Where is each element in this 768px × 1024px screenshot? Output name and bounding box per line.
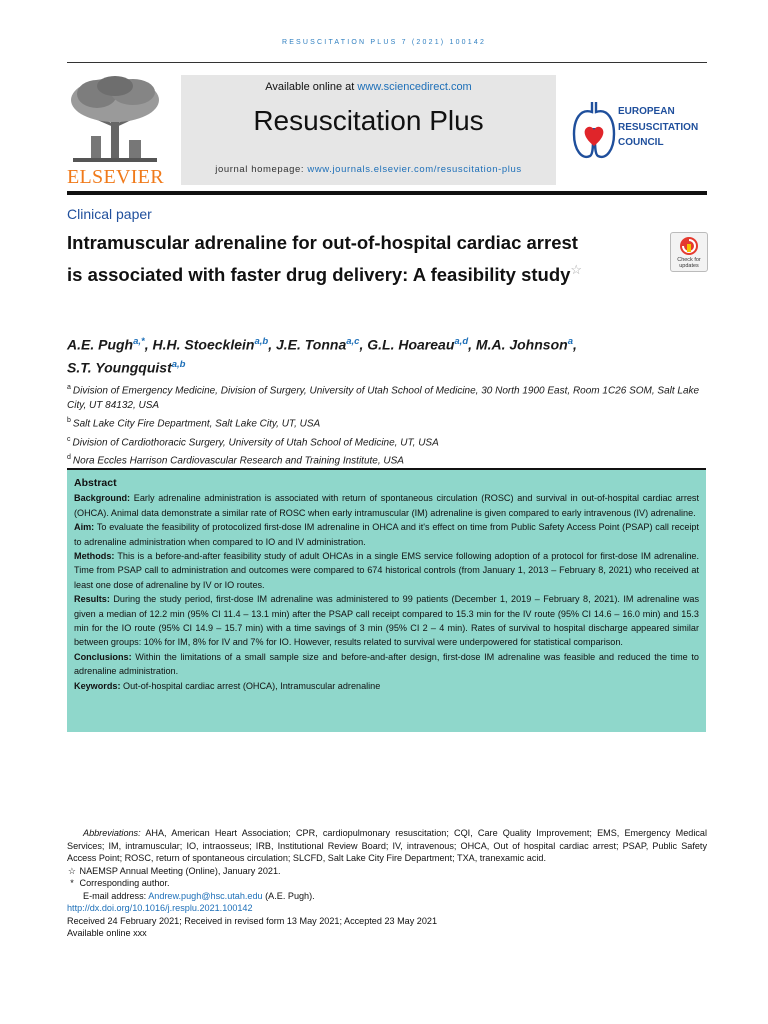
author-list [67, 332, 707, 377]
author-name[interactable]: M.A. Johnson [475, 336, 568, 353]
author-separator: , [572, 336, 577, 353]
abstract-heading: Abstract [74, 477, 117, 489]
top-divider [67, 62, 707, 63]
check-for-updates-button[interactable] [670, 232, 708, 272]
journal-header-box [181, 75, 556, 185]
affiliations [67, 380, 712, 468]
author-affiliation-mark[interactable]: a,* [133, 336, 145, 347]
abstract-box [67, 468, 706, 732]
doi-line [67, 902, 707, 915]
abstract-section-label: Background: [74, 493, 131, 504]
affiliation-mark: d [67, 453, 71, 461]
article-type: Clinical paper [67, 206, 152, 222]
footnotes [67, 827, 707, 940]
abstract-section-label: Keywords: [74, 680, 121, 691]
elsevier-tree-icon [67, 74, 163, 166]
author-separator: , [359, 336, 368, 353]
author-affiliation-mark[interactable]: a,b [254, 336, 269, 347]
abstract-methods [74, 549, 699, 592]
affiliation-item [67, 450, 712, 468]
elsevier-logo[interactable] [67, 74, 163, 186]
affiliation-mark: c [67, 435, 71, 443]
affiliation-mark: b [67, 417, 71, 425]
author-separator: , [144, 336, 153, 353]
homepage-label: journal homepage: [215, 164, 308, 175]
abstract-section-text: To evaluate the feasibility of protocolized first-dose IM adrenaline in OHCA and it's effect on time from Public Safety Access Point (PSAP) call receipt to adrenaline administration when compared to IO and IV administration. [74, 522, 699, 547]
corresponding-note-mark: * [70, 878, 74, 888]
elsevier-wordmark: ELSEVIER [67, 166, 164, 188]
meeting-note [67, 865, 707, 878]
email-line [67, 890, 707, 903]
affiliation-text: Salt Lake City Fire Department, Salt Lake City, UT, USA [72, 418, 321, 430]
abstract-section-text: Early adrenaline administration is associated with return of spontaneous circulation (ROSC) and survival in out-of-hospital cardiac arrest (OHCA). Animal data demonstrate a similar rate of ROSC when early intramuscular (IM) adrenaline is given compared to early intravenous (IV) adrenaline. [74, 493, 699, 518]
author-name[interactable]: G.L. Hoareau [367, 336, 455, 353]
sciencedirect-link[interactable]: www.sciencedirect.com [357, 81, 472, 93]
author-separator: , [468, 336, 476, 353]
erc-line-1: EUROPEAN [618, 106, 675, 117]
abstract-conclusions [74, 650, 699, 679]
erc-logo[interactable] [572, 96, 712, 166]
lungs-heart-icon [572, 98, 616, 164]
header-divider [67, 191, 707, 195]
affiliation-text: Division of Emergency Medicine, Division of Surgery, University of Utah School of Medicine, 30 North 1900 East, Room 1C26 SOM, Salt Lake City, UT 84132, USA [67, 385, 700, 412]
corresponding-note [67, 877, 707, 890]
received-dates: Received 24 February 2021; Received in revised form 13 May 2021; Accepted 23 May 2021 [67, 915, 438, 926]
abstract-section-text: This is a before-and-after feasibility study of adult OHCAs in a single EMS service following adoption of a protocol for first-dose IM adrenaline. Time from PSAP call to administration and outcomes were compared to 674 historical controls (from January 1, 2013 – February 8, 2021) who received at least one dose of adrenaline by IV or IO routes. [74, 551, 699, 590]
erc-line-3: COUNCIL [618, 137, 664, 148]
abstract-section-text: Out-of-hospital cardiac arrest (OHCA), Intramuscular adrenaline [123, 680, 381, 691]
author-affiliation-mark[interactable]: a,c [346, 336, 360, 347]
abstract-background [74, 491, 699, 520]
email-label: E-mail address: [83, 890, 149, 901]
check-for-updates-label: Check for updates [677, 257, 701, 269]
available-online-label: Available online at [265, 81, 358, 93]
abbreviations-text: AHA, American Heart Association; CPR, cardiopulmonary resuscitation; CQI, Care Quality Improvement; EMS, Emergency Medical Services; IM, intramuscular; IO, intraosseus; IRB, Institutional Review Board; IV, intravenous; OHCA, Out of hospital cardiac arrest; PSAP, Public Safety Access Point; ROSC, return of spontaneous circulation; SLCFD, Salt Lake City Fire Department; TXA, tranexamic acid. [67, 828, 707, 863]
author-affiliation-mark[interactable]: a,b [171, 358, 186, 370]
homepage-link[interactable]: www.journals.elsevier.com/resuscitation-plus [307, 164, 522, 175]
author-name[interactable]: A.E. Pugh [67, 336, 134, 353]
title-footnote-mark[interactable]: ☆ [570, 261, 583, 277]
abstract-aim [74, 520, 699, 549]
available-online-date: Available online xxx [67, 928, 147, 938]
check-for-updates-icon [679, 236, 699, 256]
author-affiliation-mark[interactable]: a [567, 336, 573, 347]
abstract-section-label: Conclusions: [74, 651, 132, 662]
author-affiliation-mark[interactable]: a,d [454, 336, 469, 347]
abstract-section-label: Results: [74, 594, 110, 605]
author-name[interactable]: H.H. Stoecklein [152, 336, 255, 353]
author-separator: , [268, 336, 276, 353]
abbreviations-label: Abbreviations: [83, 828, 141, 838]
author-name[interactable]: J.E. Tonna [275, 336, 347, 353]
affiliation-text: Nora Eccles Harrison Cardiovascular Research and Training Institute, USA [72, 455, 404, 467]
meeting-note-mark: ☆ [67, 865, 77, 876]
email-link[interactable]: Andrew.pugh@hsc.utah.edu [148, 890, 263, 901]
affiliation-mark: a [67, 384, 71, 391]
erc-name [618, 104, 698, 151]
corresponding-note-text: Corresponding author. [79, 878, 170, 888]
affiliation-text: Division of Cardiothoracic Surgery, University of Utah School of Medicine, UT, USA [72, 436, 439, 448]
erc-line-2: RESUSCITATION [618, 121, 699, 133]
affiliation-item [67, 380, 712, 413]
affiliation-item [67, 432, 712, 450]
abstract-section-text: Within the limitations of a small sample size and before-and-after design, first-dose IM adrenaline was feasible and reduced the time to adrenaline administration. [74, 651, 699, 677]
journal-title: Resuscitation Plus [253, 105, 484, 136]
abbreviations-note [67, 827, 707, 865]
article-title [67, 230, 587, 288]
abstract-section-label: Methods: [74, 551, 115, 562]
article-title-text: Intramuscular adrenaline for out-of-hospital cardiac arrest is associated with faster drug delivery: A feasibility study [67, 232, 578, 285]
author-name[interactable]: S.T. Youngquist [67, 359, 172, 376]
doi-link[interactable]: http://dx.doi.org/10.1016/j.resplu.2021.100142 [67, 903, 253, 913]
email-suffix: (A.E. Pugh). [262, 890, 315, 901]
available-online-line [181, 81, 556, 93]
abstract-results [74, 592, 699, 650]
running-head: RESUSCITATION PLUS 7 (2021) 100142 [281, 39, 487, 46]
abstract-section-label: Aim: [74, 522, 95, 533]
meeting-note-text: NAEMSP Annual Meeting (Online), January 2021. [79, 865, 281, 876]
abstract-keywords [74, 679, 699, 693]
affiliation-item [67, 413, 712, 431]
abstract-section-text: During the study period, first-dose IM adrenaline was administered to 99 patients (December 1, 2019 – February 8, 2021). IM adrenaline was given a median of 12.2 min (95% CI 11.4 – 13.1 min) after the PSAP call receipt compared to 15.3 min for the IV route (95% CI 14.6 – 16.0 min) and 15.3 min for the IO route (95% CI 14.9 – 15.7 min) with a time savings of 3 min (95% CI 2 – 4 min). Rates of survival to hospital discharge appeared similar between groups: 10% for IM, 8% for IV and 7% for IO. However, results related to survival were underpowered for statistical comparison. [74, 594, 699, 648]
journal-homepage-line [181, 164, 556, 175]
